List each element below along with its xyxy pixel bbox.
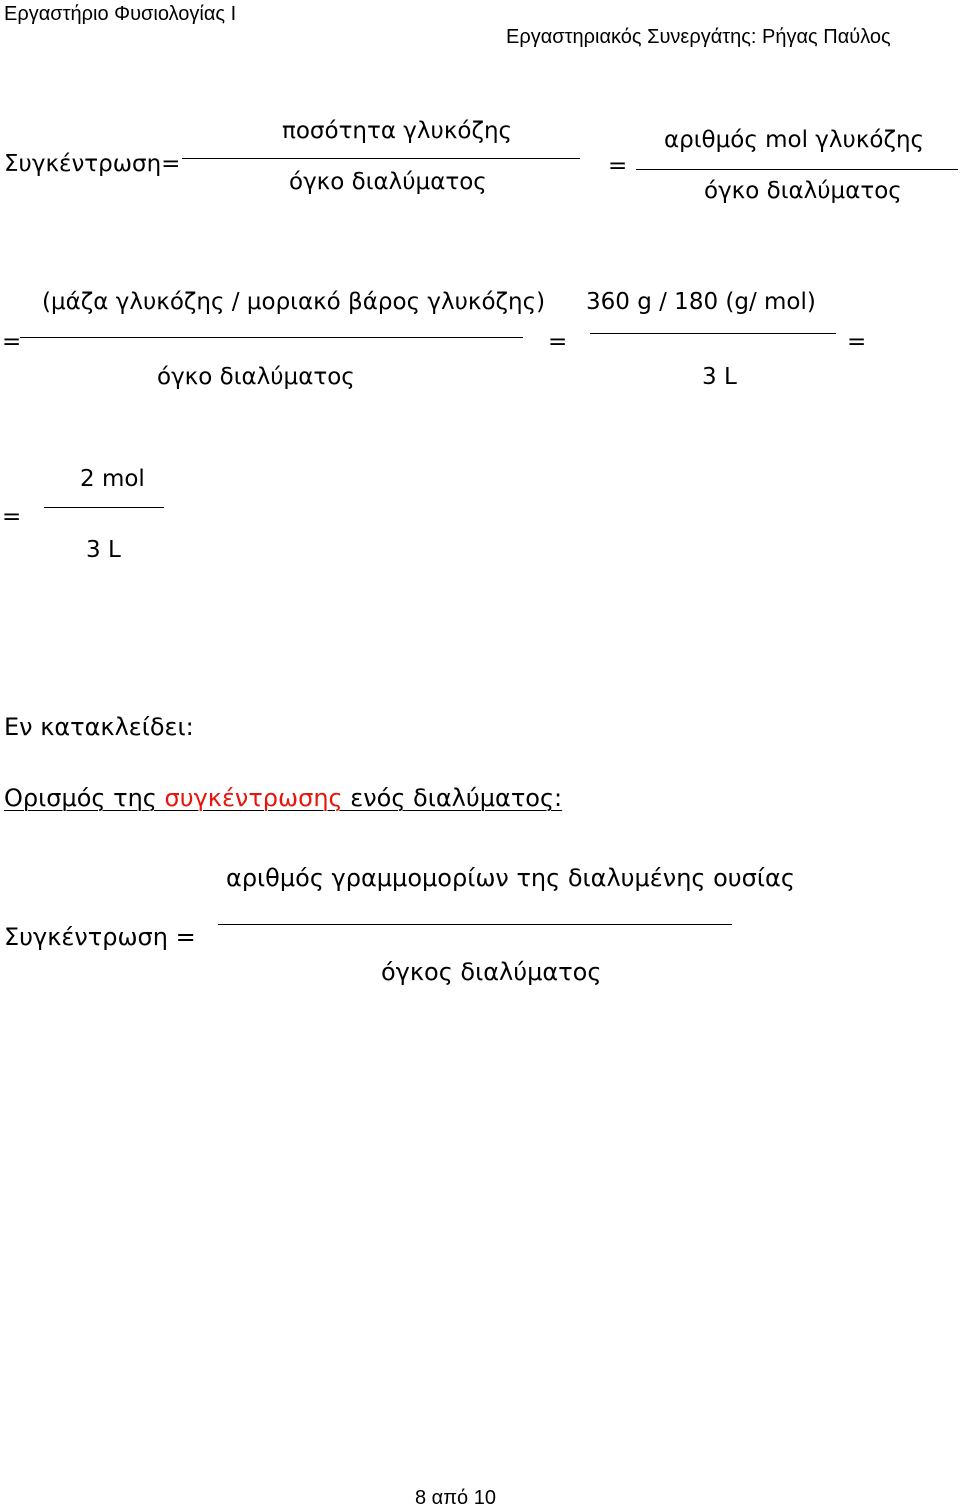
eq2-fraction-bar-2: [590, 333, 836, 334]
eq2-denominator-2: 3 L: [702, 364, 737, 390]
definition-fraction-bar: [218, 924, 732, 925]
eq3-numerator: 2 mol: [80, 466, 145, 492]
eq2-equals-mid: =: [548, 329, 568, 355]
eq2-equals-left: =: [2, 329, 22, 355]
eq2-numerator-1: (μάζα γλυκόζης / μοριακό βάρος γλυκόζης): [42, 289, 546, 315]
eq2-fraction-bar-1: [20, 337, 523, 338]
header-left-title: Εργαστήριο Φυσιολογίας Ι: [4, 3, 237, 25]
eq1-denominator-1: όγκο διαλύματος: [289, 169, 487, 195]
page-number: 8 από 10: [415, 1487, 496, 1509]
conclusion-heading: Εν κατακλείδει:: [4, 713, 194, 741]
eq1-lhs: Συγκέντρωση=: [4, 151, 181, 177]
definition-title-prefix: Ορισμός της: [4, 784, 165, 812]
eq1-fraction-bar-1: [182, 158, 580, 159]
eq1-numerator-2: αριθμός mol γλυκόζης: [664, 127, 925, 153]
eq1-fraction-bar-2: [636, 169, 958, 170]
header-right-author: Εργαστηριακός Συνεργάτης: Ρήγας Παύλος: [506, 26, 891, 48]
eq2-denominator-1: όγκο διαλύματος: [157, 364, 355, 390]
eq2-equals-right: =: [847, 329, 867, 355]
eq2-numerator-2: 360 g / 180 (g/ mol): [586, 289, 816, 315]
definition-numerator: αριθμός γραμμομορίων της διαλυμένης ουσίας: [226, 864, 795, 892]
definition-title-suffix: ενός διαλύματος:: [342, 784, 563, 812]
definition-title-highlight: συγκέντρωσης: [164, 784, 343, 812]
eq3-equals-left: =: [2, 504, 22, 530]
definition-title: [4, 786, 562, 810]
eq1-denominator-2: όγκο διαλύματος: [704, 178, 902, 204]
definition-denominator: όγκος διαλύματος: [381, 958, 602, 986]
eq3-fraction-bar: [44, 507, 164, 508]
definition-lhs: Συγκέντρωση =: [4, 923, 196, 951]
eq1-numerator-1: ποσότητα γλυκόζης: [282, 118, 513, 144]
eq1-equals: =: [608, 153, 628, 179]
eq3-denominator: 3 L: [86, 537, 121, 563]
